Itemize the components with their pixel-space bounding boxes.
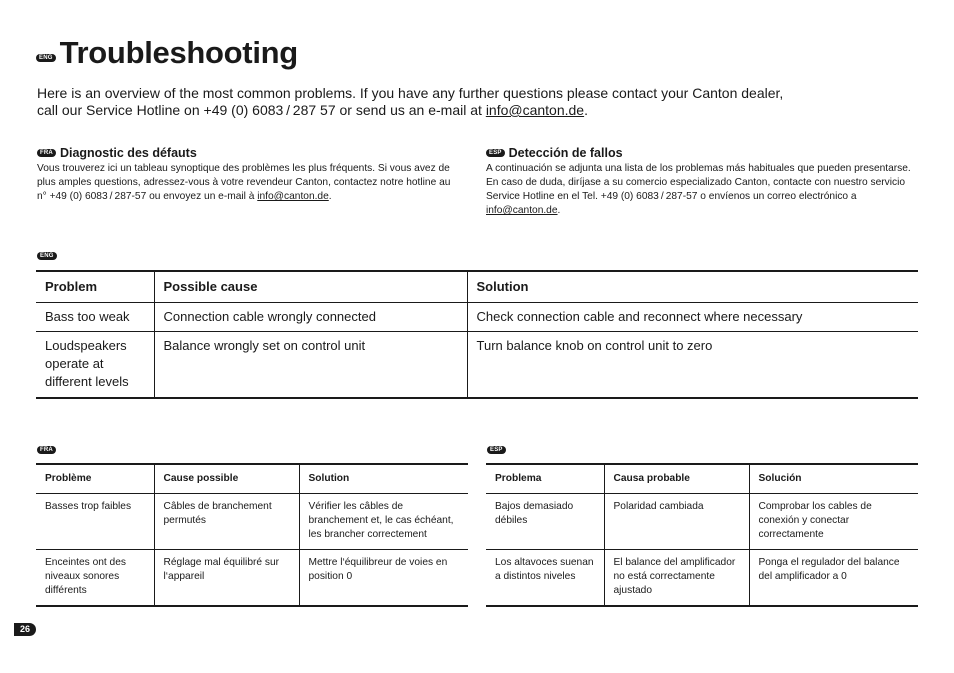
cell-solution: Turn balance knob on control unit to zero — [467, 332, 918, 399]
esp-troubleshooting-table — [486, 463, 918, 607]
intro-email-link[interactable]: info@canton.de — [485, 102, 585, 118]
cell-probleme: Enceintes ont des niveaux sonores différents — [36, 550, 154, 607]
header-problema: Problema — [486, 464, 604, 494]
esp-heading-row — [486, 146, 916, 160]
table-row — [36, 303, 918, 332]
cell-solucion: Ponga el regulador del balance del amplificador a 0 — [749, 550, 918, 607]
intro-line-2-text: call our Service Hotline on +49 (0) 6083 / 287 57 or send us an e-mail at — [37, 102, 486, 118]
cell-problema: Los altavoces suenan a distintos niveles — [486, 550, 604, 607]
cell-solution: Vérifier les câbles de branchement et, le cas échéant, les brancher correctement — [299, 494, 468, 550]
lang-badge-fra: FRA — [37, 149, 56, 157]
esp-text-body: A continuación se adjunta una lista de los problemas más habituales que pueden presentarse. En caso de duda, diríjase a su comercio especializado Canton, contacte con nuestro servicio Service Hotline en el Tel. +49 (0) 6083 / 287-57 o envíenos un correo electrónico a — [486, 163, 911, 202]
fra-email-link[interactable]: info@canton.de — [257, 191, 329, 202]
intro-line-2-end: . — [584, 102, 588, 118]
table-header-row — [36, 464, 468, 494]
lang-badge-esp-table: ESP — [487, 446, 506, 454]
cell-solution: Check connection cable and reconnect where necessary — [467, 303, 918, 332]
header-solution: Solution — [467, 271, 918, 303]
title-row — [36, 32, 298, 74]
header-solution: Solution — [299, 464, 468, 494]
page-number: 26 — [14, 623, 36, 636]
intro-paragraph — [37, 85, 897, 119]
table-row — [36, 494, 468, 550]
fra-heading: Diagnostic des défauts — [59, 146, 197, 160]
fra-text — [37, 162, 462, 204]
cell-problem: Loudspeakers operate at different levels — [36, 332, 154, 399]
cell-cause: Câbles de branchement permutés — [154, 494, 299, 550]
eng-troubleshooting-table — [36, 270, 918, 399]
header-causa: Causa probable — [604, 464, 749, 494]
cell-problem: Bass too weak — [36, 303, 154, 332]
intro-line-1: Here is an overview of the most common problems. If you have any further questions please contact your Canton dealer, — [37, 85, 784, 101]
cell-cause: Réglage mal équilibré sur l‘appareil — [154, 550, 299, 607]
cell-causa: Polaridad cambiada — [604, 494, 749, 550]
lang-badge-eng-table: ENG — [37, 252, 57, 260]
table-header-row — [486, 464, 918, 494]
header-probleme: Problème — [36, 464, 154, 494]
esp-text — [486, 162, 916, 218]
table-row — [486, 494, 918, 550]
esp-email-link[interactable]: info@canton.de — [486, 205, 558, 216]
header-cause-possible: Cause possible — [154, 464, 299, 494]
esp-text-end: . — [557, 205, 561, 216]
table-row — [36, 332, 918, 399]
cell-causa: El balance del amplificador no está correctamente ajustado — [604, 550, 749, 607]
cell-solucion: Comprobar los cables de conexión y conectar correctamente — [749, 494, 918, 550]
header-solucion: Solución — [749, 464, 918, 494]
table-row — [36, 550, 468, 607]
cell-cause: Connection cable wrongly connected — [154, 303, 467, 332]
fra-section — [37, 146, 462, 204]
cell-problema: Bajos demasiado débiles — [486, 494, 604, 550]
cell-cause: Balance wrongly set on control unit — [154, 332, 467, 399]
cell-solution: Mettre l‘équilibreur de voies en position 0 — [299, 550, 468, 607]
fra-troubleshooting-table — [36, 463, 468, 607]
cell-probleme: Basses trop faibles — [36, 494, 154, 550]
table-row — [486, 550, 918, 607]
header-cause: Possible cause — [154, 271, 467, 303]
lang-badge-fra-table: FRA — [37, 446, 56, 454]
lang-badge-esp: ESP — [486, 149, 505, 157]
intro-line-2 — [37, 102, 897, 119]
fra-text-body: Vous trouverez ici un tableau synoptique des problèmes les plus fréquents. Si vous avez de plus amples questions, adressez-vous à votre revendeur Canton, contactez notre hotline au n° +49 (0) 6083 / 287-57 ou envoyez un e-mail à — [37, 163, 451, 202]
lang-badge-eng: ENG — [36, 54, 56, 62]
esp-heading: Detección de fallos — [508, 146, 623, 160]
table-header-row — [36, 271, 918, 303]
header-problem: Problem — [36, 271, 154, 303]
fra-text-end: . — [328, 191, 332, 202]
fra-heading-row — [37, 146, 462, 160]
esp-section — [486, 146, 916, 218]
page-title: Troubleshooting — [59, 35, 298, 70]
